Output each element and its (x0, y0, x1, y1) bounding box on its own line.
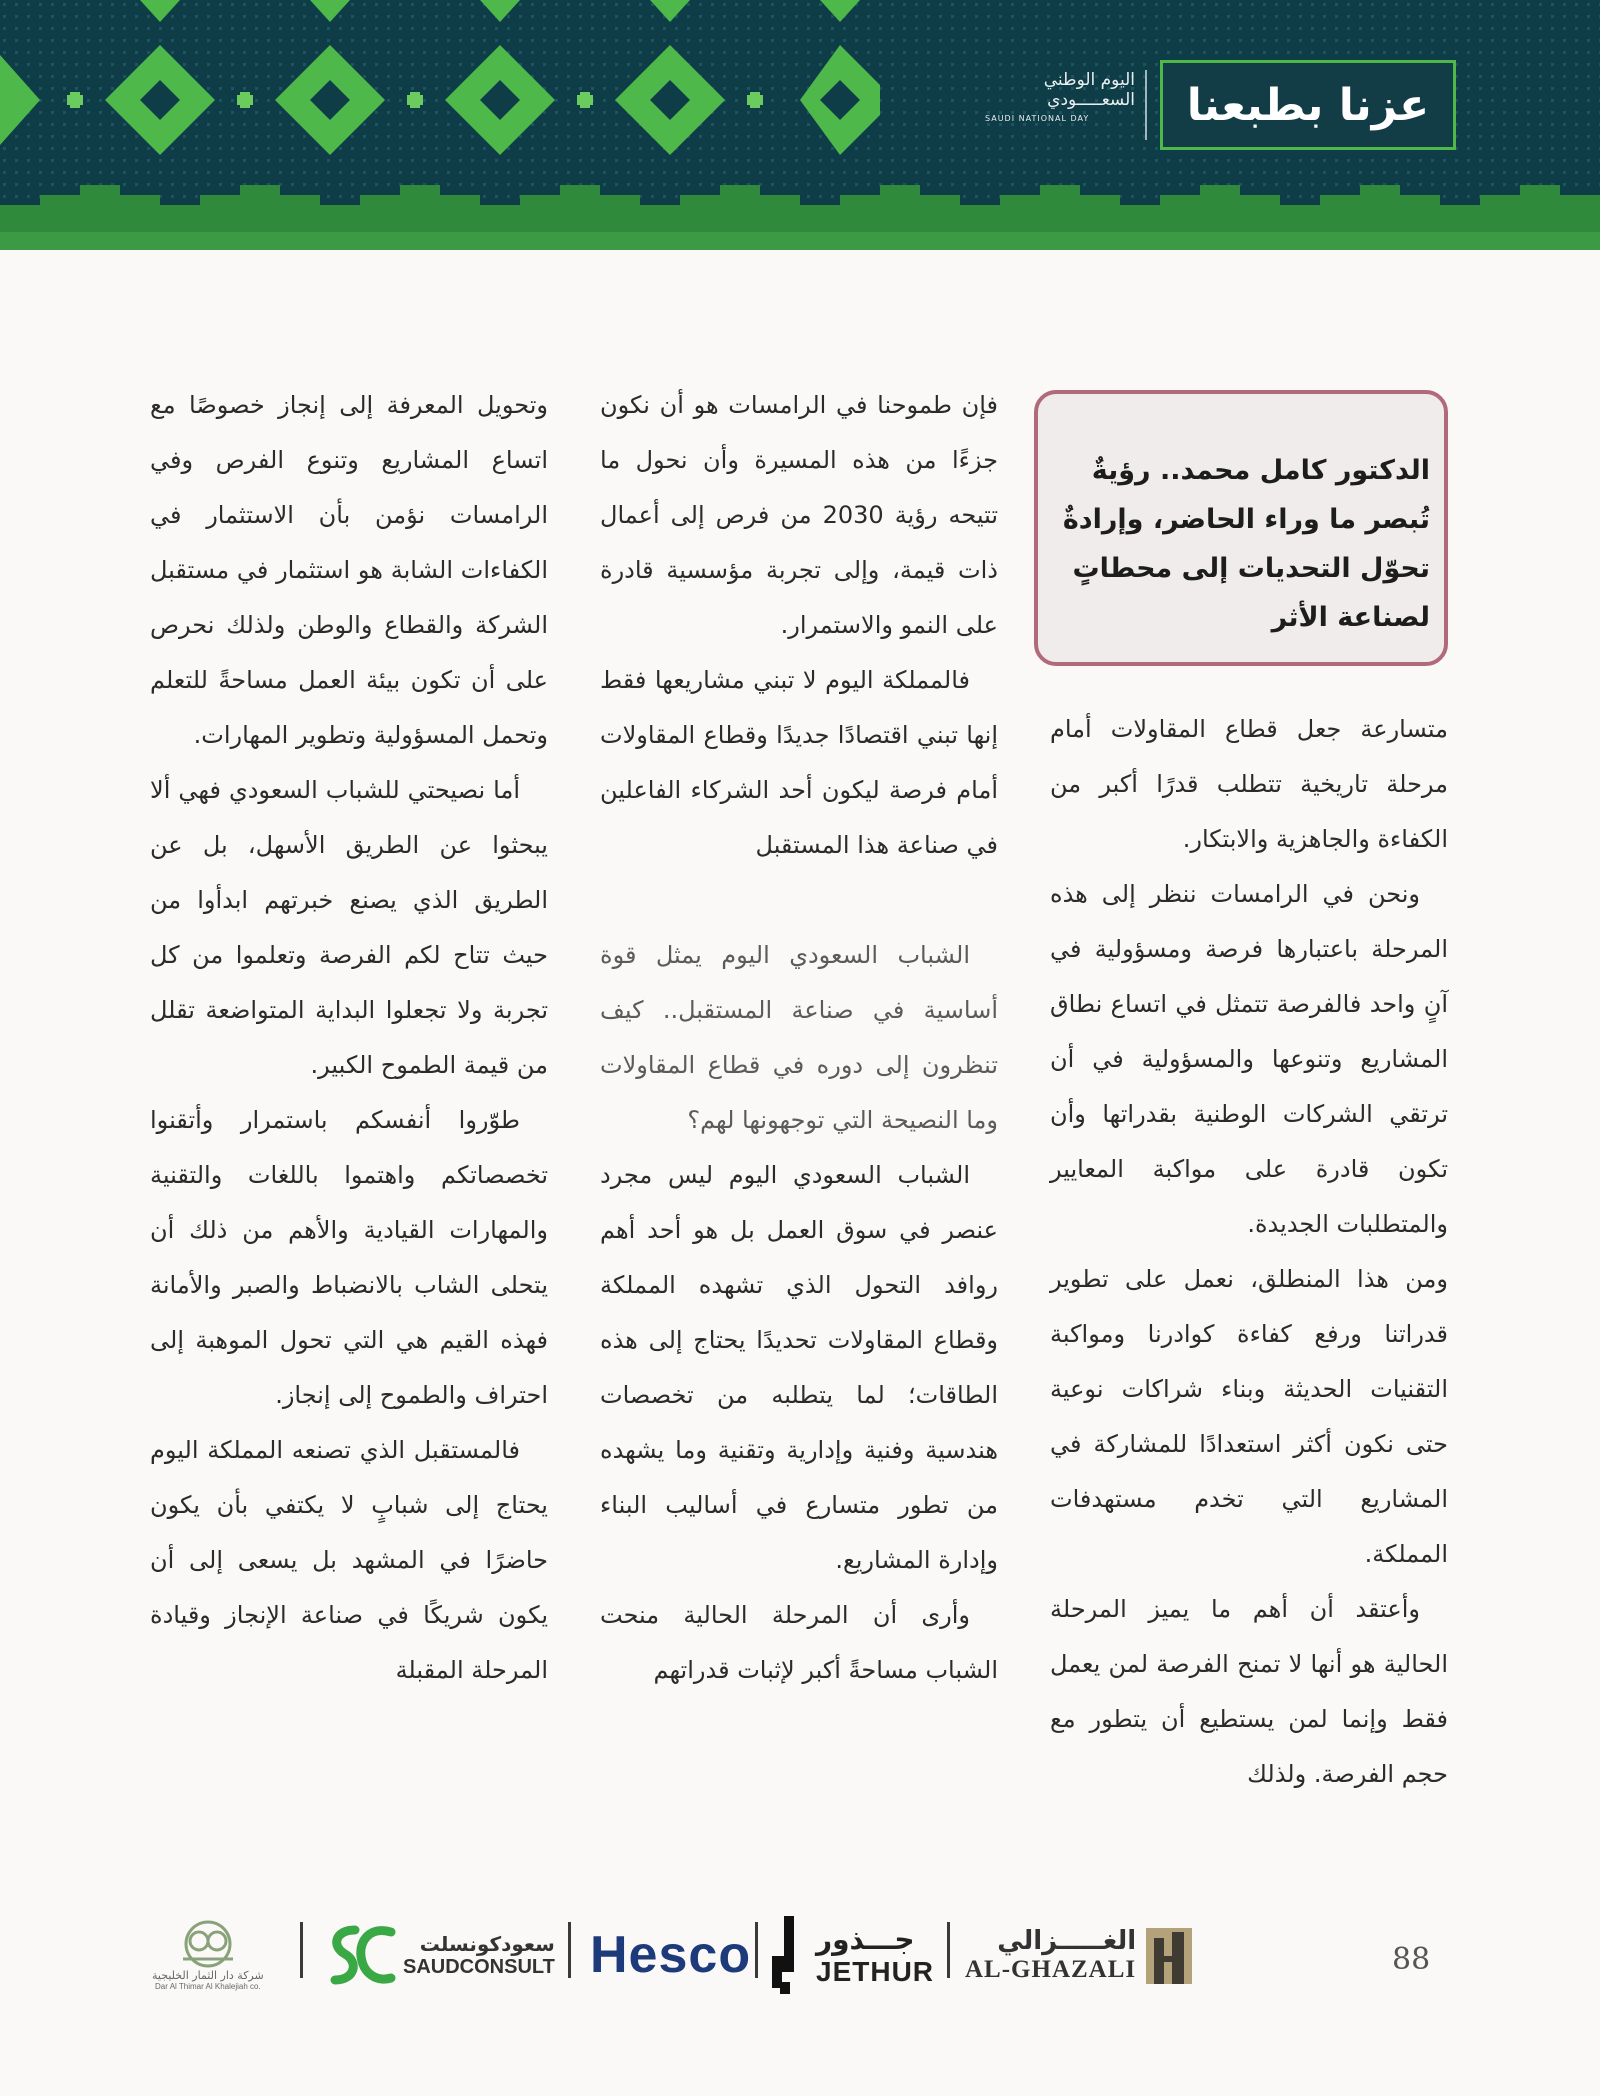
footer-separator (568, 1922, 571, 1978)
sponsor-ghazali (965, 1915, 1194, 1995)
ghazali-english: AL-GHAZALI (965, 1956, 1137, 1983)
dar-arabic: شركة دار الثمار الخليجية (152, 1969, 264, 1982)
ghazali-arabic: الغـــــزالي (997, 1926, 1137, 1956)
paragraph: فإن طموحنا في الرامسات هو أن نكون جزءًا من هذه المسيرة وأن نحول ما تتيحه رؤية 2030 من فرص إلى أعمال ذات قيمة، وإلى تجربة مؤسسية قادرة على النمو والاستمرار. (600, 391, 998, 639)
interview-question: الشباب السعودي اليوم يمثل قوة أساسية في صناعة المستقبل.. كيف تنظرون إلى دوره في قطاع المقاولات وما النصيحة التي توجهونها لهم؟ (600, 941, 998, 1134)
sponsor-jethur (770, 1915, 934, 1995)
paragraph: طوّروا أنفسكم باستمرار وأتقنوا تخصصاتكم واهتموا باللغات والتقنية والمهارات القيادية والأهم من ذلك أن يتحلى الشاب بالانضباط والصبر والأمانة فهذه القيم هي التي تحول الموهبة إلى احتراف والطموح إلى إنجاز. (150, 1106, 548, 1409)
paragraph: فالمستقبل الذي تصنعه المملكة اليوم يحتاج إلى شبابٍ لا يكتفي بأن يكون حاضرًا في المشهد بل يسعى إلى أن يكون شريكًا في صناعة الإنجاز وقيادة المرحلة المقبلة (150, 1436, 548, 1684)
jethur-logo-icon (770, 1916, 806, 1994)
footer-separator (947, 1922, 950, 1978)
paragraph: ومن هذا المنطلق، نعمل على تطوير قدراتنا ورفع كفاءة كوادرنا ومواكبة التقنيات الحديثة وبناء شراكات نوعية حتى نكون أكثر استعدادًا للمشاركة في المشاريع التي تخدم مستهدفات المملكة. (1050, 1265, 1448, 1568)
ghazali-logo-icon (1144, 1924, 1194, 1986)
saudconsult-arabic: سعودكونسلت (419, 1931, 555, 1956)
footer-separator (300, 1922, 303, 1978)
article-column-left (150, 378, 548, 1698)
jethur-arabic: جـــذور (816, 1922, 915, 1956)
header-banner (0, 0, 1600, 250)
paragraph: وأرى أن المرحلة الحالية منحت الشباب مساحةً أكبر لإثبات قدراتهم (600, 1601, 998, 1684)
paragraph: وتحويل المعرفة إلى إنجاز خصوصًا مع اتساع المشاريع وتنوع الفرص وفي الرامسات نؤمن بأن الاستثمار في الكفاءات الشابة هو استثمار في مستقبل الشركة والقطاع والوطن ولذلك نحرص على أن تكون بيئة العمل مساحةً للتعلم وتحمل المسؤولية وتطوير المهارات. (150, 391, 548, 749)
paragraph: أما نصيحتي للشباب السعودي فهي ألا يبحثوا عن الطريق الأسهل، بل عن الطريق الذي يصنع خبرتهم ابدأوا من حيث تتاح لكم الفرصة وتعلموا من كل تجربة ولا تجعلوا البداية المتواضعة تقلل من قيمة الطموح الكبير. (150, 776, 548, 1079)
page-number: 88 (1392, 1942, 1431, 1977)
national-day-en: SAUDI NATIONAL DAY (985, 114, 1090, 123)
sponsor-hesco (590, 1915, 751, 1995)
paragraph: الشباب السعودي اليوم ليس مجرد عنصر في سوق العمل بل هو أحد أهم روافد التحول الذي تشهده المملكة وقطاع المقاولات تحديدًا يحتاج إلى هذه الطاقات؛ لما يتطلبه من تخصصات هندسية وفنية وإدارية وتقنية وما يشهده من تطور متسارع في أساليب البناء وإدارة المشاريع. (600, 1161, 998, 1574)
saudconsult-logo-icon (325, 1922, 397, 1988)
national-day-line1: اليوم الوطني (1043, 70, 1135, 90)
jethur-english: JETHUR (816, 1955, 935, 1987)
paragraph: وأعتقد أن أهم ما يميز المرحلة الحالية هو أنها لا تمنح الفرصة لمن يعمل فقط وإنما لمن يستطيع أن يتطور مع حجم الفرصة. ولذلك (1050, 1595, 1448, 1788)
dar-english: Dar Al Thimar Al Khalejiah co. (155, 1982, 261, 1991)
dar-al-thimar-logo-icon (163, 1919, 253, 1969)
paragraph: متسارعة جعل قطاع المقاولات أمام مرحلة تاريخية تتطلب قدرًا أكبر من الكفاءة والجاهزية والابتكار. (1050, 715, 1448, 853)
pull-quote-box (1034, 390, 1448, 666)
paragraph: ونحن في الرامسات ننظر إلى هذه المرحلة باعتبارها فرصة ومسؤولية في آنٍ واحد فالفرصة تتمثل في اتساع نطاق المشاريع وتنوعها والمسؤولية في أن ترتقي الشركات الوطنية بقدراتها وأن تكون قادرة على مواكبة المعايير والمتطلبات الجديدة. (1050, 880, 1448, 1238)
footer-separator (755, 1922, 758, 1978)
sponsor-dar-al-thimar (152, 1915, 264, 1995)
national-day-logo (985, 70, 1135, 140)
article-column-middle (600, 378, 998, 1698)
paragraph-gap (600, 873, 998, 928)
paragraph: فالمملكة اليوم لا تبني مشاريعها فقط إنها تبني اقتصادًا جديدًا وقطاع المقاولات أمام فرصة ليكون أحد الشركاء الفاعلين في صناعة هذا المستقبل (600, 666, 998, 859)
pull-quote-text: الدكتور كامل محمد.. رؤيةٌ تُبصر ما وراء الحاضر، وإرادةٌ تحوّل التحديات إلى محطاتٍ لصناعة الأثر (1062, 455, 1430, 633)
national-day-line2: السعـــــودي (1047, 90, 1135, 110)
hesco-logo: Hesco (590, 1926, 752, 1984)
logo-divider (1145, 70, 1147, 140)
sponsor-saudconsult (325, 1915, 555, 1995)
saudconsult-english: SAUDCONSULT (403, 1955, 555, 1978)
brand-box (1160, 60, 1456, 150)
brand-title: عزنا بطبعنا (1186, 79, 1430, 131)
article-column-right (1050, 702, 1448, 1802)
